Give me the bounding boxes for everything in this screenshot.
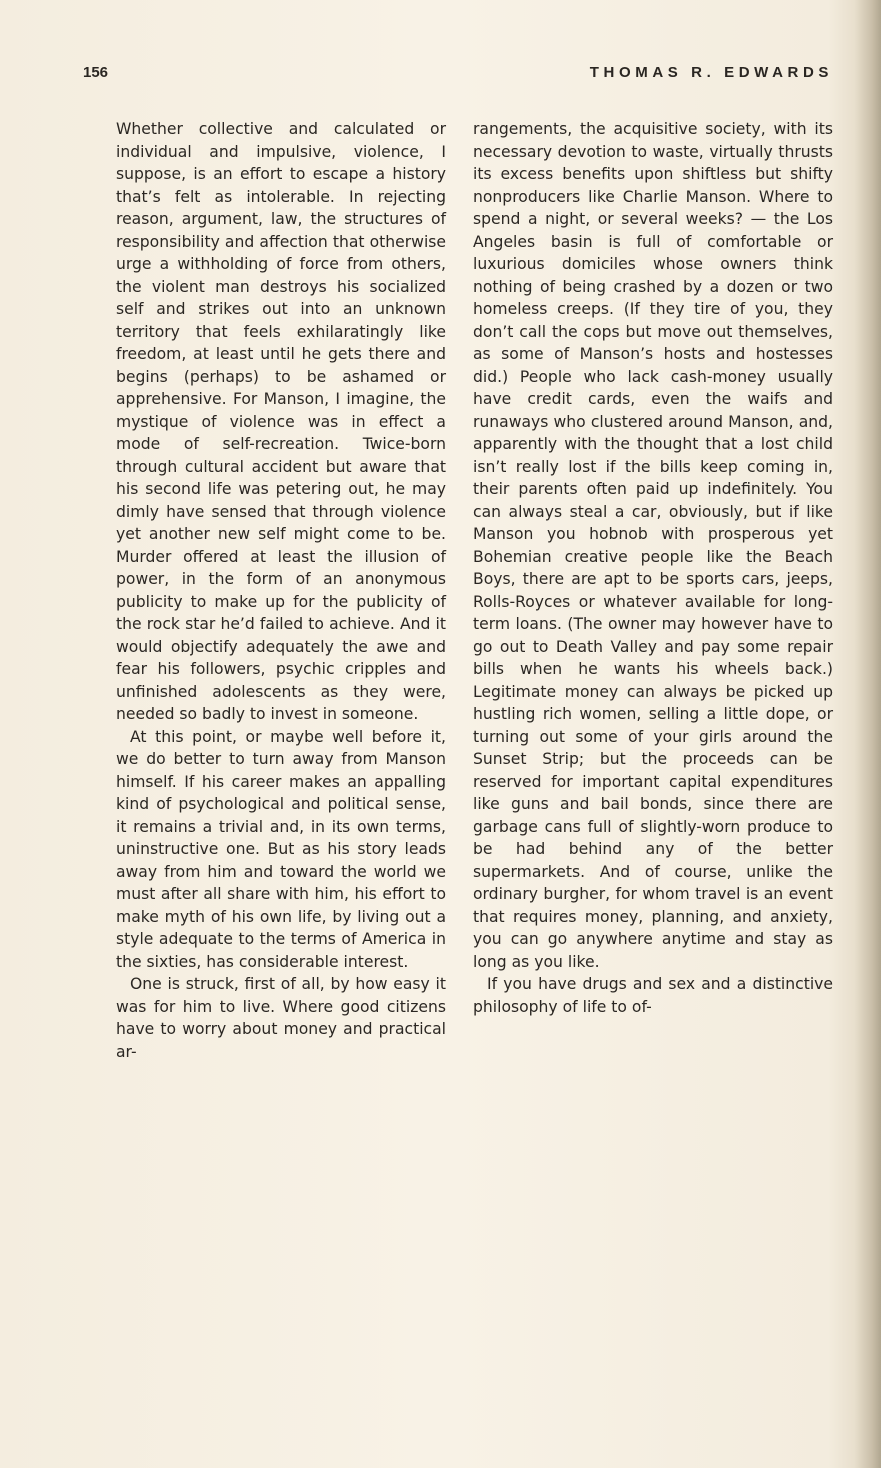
paragraph: At this point, or maybe well before it, we do better to turn away from Manson himself. If his career makes an appalling kind of psychological and political sense, it remains a trivial and, in its own terms, uninstructive one. But as his story leads away from him and toward the world we must after all share with him, his effort to make myth of his own life, by living out a style adequate to the terms of America in the sixties, has considerable interest. (116, 727, 446, 971)
page-header (83, 64, 833, 88)
right-column (473, 118, 833, 1018)
page-number: 156 (83, 64, 109, 81)
paragraph: rangements, the acquisitive society, with its necessary devotion to waste, virtually thrusts its excess benefits upon shiftless but shifty nonproducers like Charlie Manson. Where to spend a night, or several weeks? — the Los Angeles basin is full of comfortable or luxurious domiciles whose owners think nothing of being crashed by a dozen or two homeless creeps. (If they tire of you, they don’t call the cops but move out themselves, as some of Manson’s hosts and hostesses did.) People who lack cash-money usually have credit cards, even the waifs and runaways who clustered around Manson, and, apparently with the thought that a lost child isn’t really lost if the bills keep coming in, their parents often paid up indefinitely. You can always steal a car, obviously, but if like Manson you hobnob with prosperous yet Bohemian creative people like the Beach Boys, there are apt to be sports cars, jeeps, Rolls-Royces or whatever available for long-term loans. (The owner may however have to go out to Death Valley and pay some repair bills when he wants his wheels back.) Legitimate money can always be picked up hustling rich women, selling a little dope, or turning out some of your girls around the Sunset Strip; but the proceeds can be reserved for important capital expenditures like guns and bail bonds, since there are garbage cans full of slightly-worn produce to be had behind any of the better supermarkets. And of course, unlike the ordinary burgher, for whom travel is an event that requires money, planning, and anxiety, you can go anywhere anytime and stay as long as you like. (473, 120, 833, 971)
paragraph: If you have drugs and sex and a distinctive philosophy of life to of- (473, 975, 833, 1016)
paragraph: Whether collective and calculated or individual and impulsive, violence, I suppose, is an effort to escape a history that’s felt as intolerable. In rejecting reason, argument, law, the structures of responsibility and affection that otherwise urge a withholding of force from others, the violent man destroys his socialized self and strikes out into an unknown territory that feels exhilaratingly like freedom, at least until he gets there and begins (perhaps) to be ashamed or apprehensive. For Manson, I imagine, the mystique of violence was in effect a mode of self-recreation. Twice-born through cultural accident but aware that his second life was petering out, he may dimly have sensed that through violence yet another new self might come to be. Murder offered at least the illusion of power, in the form of an anonymous publicity to make up for the publicity of the rock star he’d failed to achieve. And it would objectify adequately the awe and fear his followers, psychic cripples and unfinished adolescents as they were, needed so badly to invest in someone. (116, 120, 446, 723)
running-head: THOMAS R. EDWARDS (589, 64, 833, 81)
paragraph: One is struck, first of all, by how easy it was for him to live. Where good citizens have to worry about money and practical ar- (116, 975, 446, 1061)
left-column (116, 118, 446, 1063)
